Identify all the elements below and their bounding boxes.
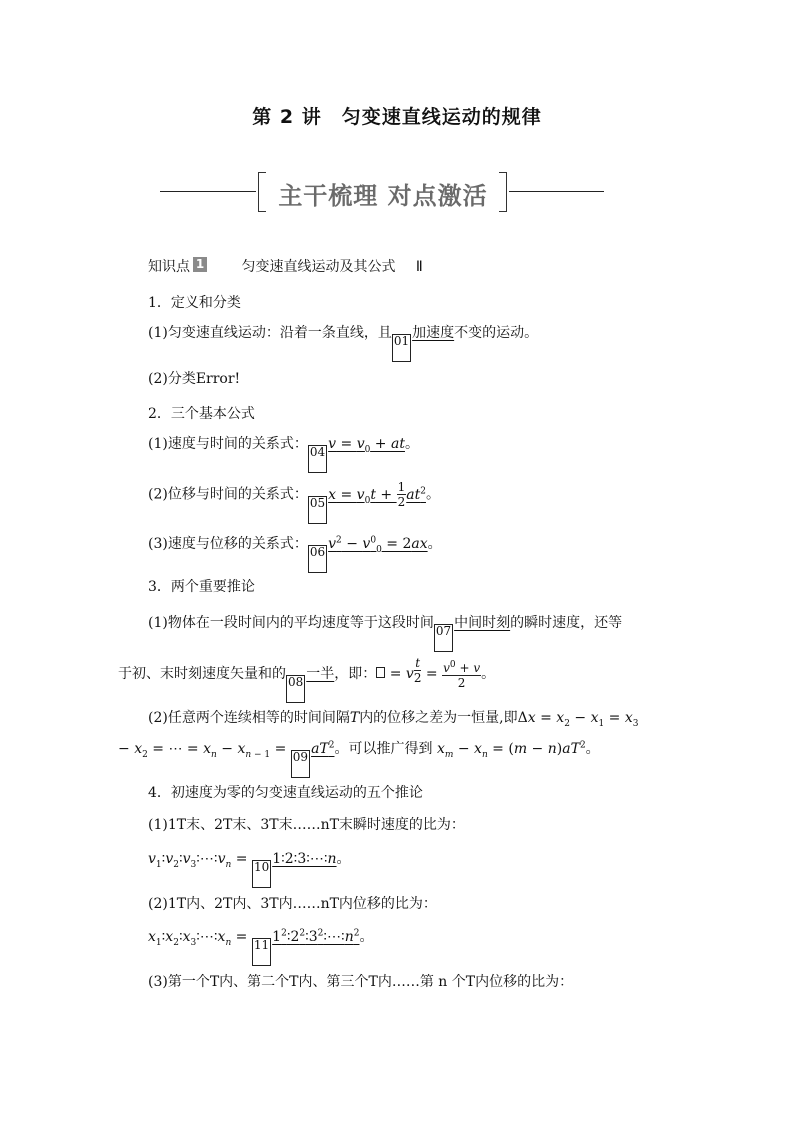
knowledge-title: 匀变速直线运动及其公式 <box>241 259 396 275</box>
answer-01: 加速度 <box>412 325 455 341</box>
answer-box-11: 11 <box>252 938 271 966</box>
formula-velocity-displacement: $v^2 - v^0_0 = 2ax$ <box>328 535 428 555</box>
s3-p1b-mid: ，即： <box>334 666 377 682</box>
s4-heading: 4．初速度为零的匀变速直线运动的五个推论 <box>148 785 423 801</box>
banner-text: 主干梳理 对点激活 <box>278 181 488 210</box>
answer-box-08: 08 <box>286 675 305 703</box>
s3-heading: 3．两个重要推论 <box>148 579 255 595</box>
s4-r1-formula: $v_1∶v_2∶v_3∶\cdots∶v_n = 10$ 1∶2∶3∶⋯∶n。 <box>148 848 351 888</box>
answer-08: 一半 <box>306 666 335 682</box>
answer-box-04: 04 <box>308 445 327 473</box>
banner-left-bracket <box>258 172 266 212</box>
average-velocity-symbol <box>376 667 385 678</box>
s2-f2-label: (2)位移与时间的关系式： <box>148 486 308 503</box>
answer-box-01: 01 <box>392 334 411 362</box>
knowledge-point-heading <box>148 256 423 276</box>
s2-formula2: (2)位移与时间的关系式： 05 $x = v_0t$ + $\frac{1}{2}$ $at^2$。 <box>148 480 440 524</box>
s3-p1b: 于初、末时刻速度矢量和的 08 一半，即： = v $\frac{t}{2}$ = $\frac{v^0 + v}{2}$ 。 <box>118 656 495 703</box>
answer-09: $aT^2$ <box>311 740 335 757</box>
s1-heading: 1．定义和分类 <box>148 295 241 311</box>
knowledge-label: 知识点 <box>148 259 190 275</box>
s3-p2b-text: 。可以推广得到 <box>334 741 433 757</box>
banner-left-rule <box>160 191 256 192</box>
s2-formula3: (3)速度与位移的关系式： 06 $v^2 - v^0_0 = 2ax$。 <box>148 533 442 573</box>
s2-f3-label: (3)速度与位移的关系式： <box>148 536 308 552</box>
s1-line2: (2)分类Error! <box>148 371 241 387</box>
s3-p2b: − $x_2$ = ⋯ = $x_n - x_{n - 1} = 09$ $aT^2$。可以推广得到 $x_m - x_n = (m - n)aT^2$。 <box>118 738 600 778</box>
s4-r2: (2)1T内、2T内、3T内……nT内位移的比为： <box>148 896 437 912</box>
knowledge-number-badge: 1 <box>193 257 207 272</box>
formula-displacement-time: $x = v_0t$ + $\frac{1}{2}$ $at^2$ <box>328 480 426 509</box>
s3-p2-text: (2)任意两个连续相等的时间间隔 <box>148 710 350 726</box>
section-banner <box>160 170 604 214</box>
s2-formula1: (1)速度与时间的关系式： 04 $v = v_0$ + at。 <box>148 433 419 473</box>
s3-p2-mid: 内的位移之差为一恒量,即Δ <box>359 710 528 726</box>
answer-box-05: 05 <box>308 496 327 524</box>
s1-line1-text: (1)匀变速直线运动：沿着一条直线，且 <box>148 325 392 341</box>
s3-p1-text: (1)物体在一段时间内的平均速度等于这段时间 <box>148 615 434 631</box>
s3-p1-end: 的瞬时速度，还等 <box>510 615 623 631</box>
answer-box-10: 10 <box>252 860 271 888</box>
formula-velocity-time: $v = v_0$ + at <box>328 436 405 455</box>
s4-r2-formula: $x_1∶x_2∶x_3∶\cdots∶x_n = 11$ $1^2∶2^2∶3^2∶\cdots∶n^2$。 <box>148 926 373 966</box>
knowledge-level: Ⅱ <box>415 259 423 275</box>
answer-11: $1^2∶2^2∶3^2∶\cdots∶n^2$ <box>272 928 360 945</box>
s2-f1-label: (1)速度与时间的关系式： <box>148 436 308 452</box>
page-title: 第 2 讲 匀变速直线运动的规律 <box>252 106 542 128</box>
s2-heading: 2．三个基本公式 <box>148 406 255 422</box>
s4-r3: (3)第一个T内、第二个T内、第三个T内……第 n 个T内位移的比为： <box>148 974 574 990</box>
answer-07: 中间时刻 <box>454 615 511 631</box>
answer-box-07: 07 <box>434 624 453 652</box>
banner-right-rule <box>509 191 604 192</box>
s4-r1: (1)1T末、2T末、3T末……nT末瞬时速度的比为： <box>148 817 465 833</box>
s3-p1 <box>148 612 622 652</box>
answer-box-06: 06 <box>308 545 327 573</box>
s3-p2: (2)任意两个连续相等的时间间隔T内的位移之差为一恒量,即$\Delta x = x_2 - x_1 = x_3$ <box>148 710 639 729</box>
s1-line1-end: 不变的运动。 <box>454 325 539 341</box>
s3-p1b-text: 于初、末时刻速度矢量和的 <box>118 666 286 682</box>
answer-box-09: 09 <box>291 750 310 778</box>
s1-line1 <box>148 322 538 362</box>
answer-10: 1∶2∶3∶⋯∶n <box>272 851 337 867</box>
banner-right-bracket <box>499 172 507 212</box>
